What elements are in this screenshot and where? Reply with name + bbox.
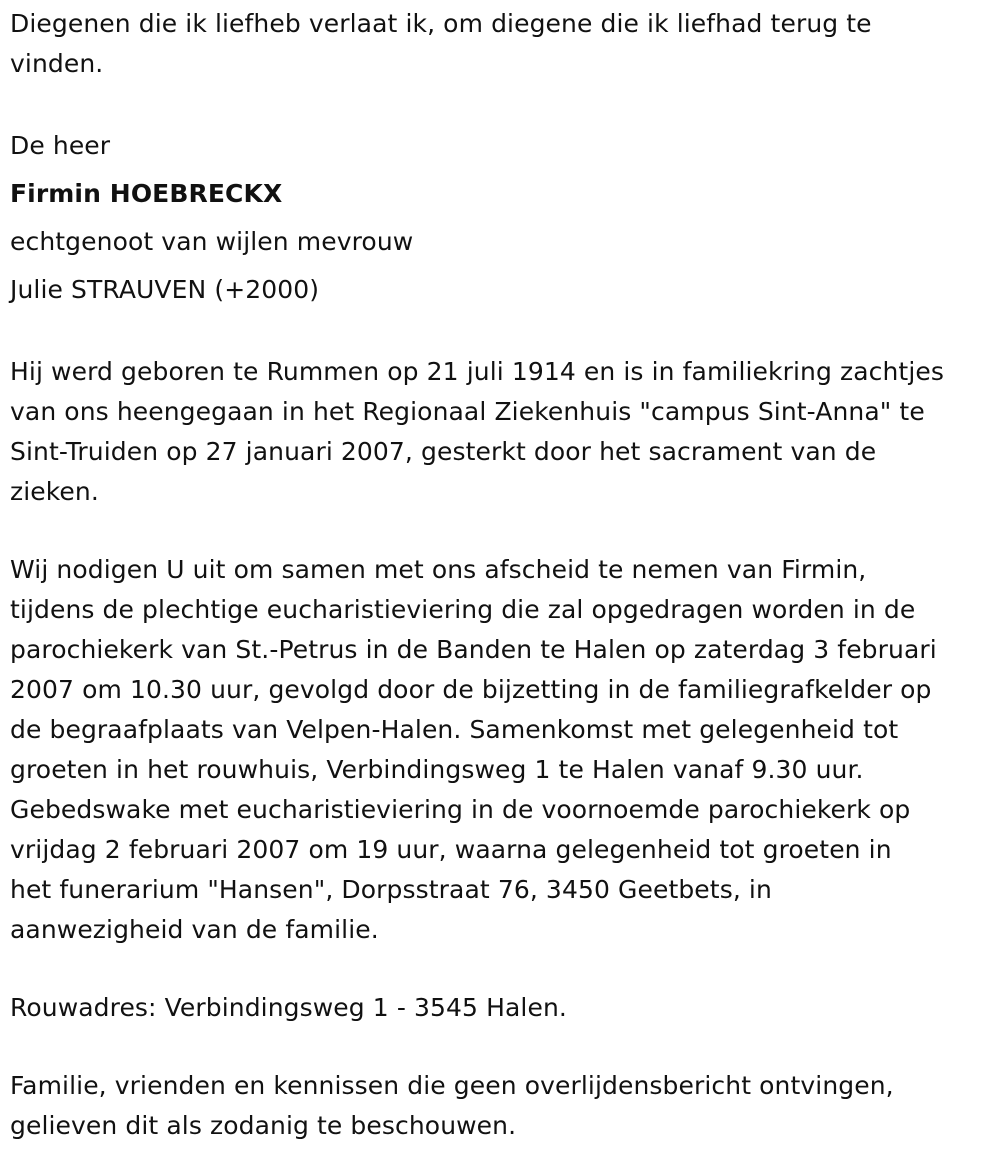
paragraph-line: Hij werd geboren te Rummen op 21 juli 1914 en is in familiekring zachtjes — [10, 357, 944, 386]
title: De heer — [10, 131, 111, 160]
address-line: Rouwadres: Verbindingsweg 1 - 3545 Halen. — [10, 993, 567, 1022]
paragraph-line: Familie, vrienden en kennissen die geen overlijdensbericht ontvingen, — [10, 1071, 894, 1100]
ceremony-paragraph — [10, 550, 990, 950]
motto — [10, 4, 990, 84]
identity-block — [10, 122, 990, 314]
motto-line: vinden. — [10, 49, 104, 78]
spacer — [10, 512, 990, 550]
paragraph-line: tijdens de plechtige eucharistieviering die zal opgedragen worden in de — [10, 595, 916, 624]
birth-paragraph — [10, 352, 990, 512]
paragraph-line: parochiekerk van St.-Petrus in de Banden te Halen op zaterdag 3 februari — [10, 635, 937, 664]
spouse: Julie STRAUVEN (+2000) — [10, 275, 320, 304]
paragraph-line: Sint-Truiden op 27 januari 2007, gesterkt door het sacrament van de — [10, 437, 877, 466]
paragraph-line: groeten in het rouwhuis, Verbindingsweg 1 te Halen vanaf 9.30 uur. — [10, 755, 864, 784]
motto-line: Diegenen die ik liefheb verlaat ik, om diegene die ik liefhad terug te — [10, 9, 872, 38]
paragraph-line: Wij nodigen U uit om samen met ons afscheid te nemen van Firmin, — [10, 555, 867, 584]
paragraph-line: de begraafplaats van Velpen-Halen. Samenkomst met gelegenheid tot — [10, 715, 899, 744]
spacer — [10, 1028, 990, 1066]
paragraph-line: gelieven dit als zodanig te beschouwen. — [10, 1111, 517, 1140]
spacer — [10, 84, 990, 122]
mourning-address — [10, 988, 990, 1028]
closing-paragraph — [10, 1066, 990, 1146]
paragraph-line: het funerarium "Hansen", Dorpsstraat 76, 3450 Geetbets, in — [10, 875, 772, 904]
relation: echtgenoot van wijlen mevrouw — [10, 227, 414, 256]
deceased-name: Firmin HOEBRECKX — [10, 179, 283, 208]
paragraph-line: vrijdag 2 februari 2007 om 19 uur, waarna gelegenheid tot groeten in — [10, 835, 892, 864]
paragraph-line: van ons heengegaan in het Regionaal Ziekenhuis "campus Sint-Anna" te — [10, 397, 925, 426]
paragraph-line: 2007 om 10.30 uur, gevolgd door de bijzetting in de familiegrafkelder op — [10, 675, 932, 704]
paragraph-line: zieken. — [10, 477, 99, 506]
paragraph-line: aanwezigheid van de familie. — [10, 915, 379, 944]
spacer — [10, 314, 990, 352]
paragraph-line: Gebedswake met eucharistieviering in de voornoemde parochiekerk op — [10, 795, 911, 824]
spacer — [10, 950, 990, 988]
